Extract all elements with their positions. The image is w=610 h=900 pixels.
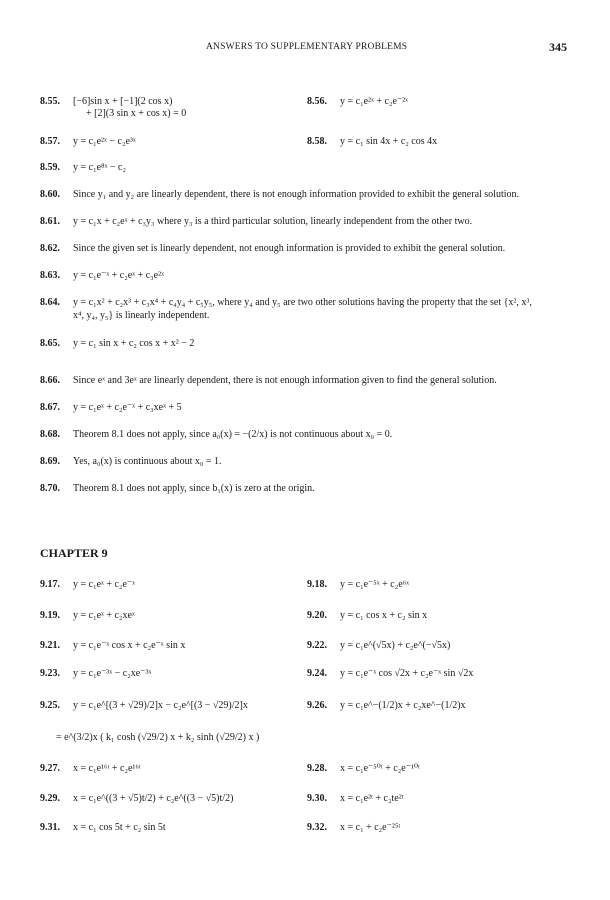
answer-text: y = c₁x² + c₂x³ + c₃x⁴ + c₄y₄ + c₅y₅, where y₄ and y₅ are two other solutions having the property that the set {x², x³, (73, 297, 532, 308)
answer-number: 9.27. (40, 763, 60, 774)
answer-9-32 (307, 822, 400, 834)
answer-text: y = c₁e⁻³ˣ − c₂xe⁻³ˣ (73, 668, 152, 679)
answer-number: 8.62. (40, 243, 60, 254)
answer-9-17 (40, 579, 135, 591)
answer-number: 9.31. (40, 822, 60, 833)
answer-number: 8.69. (40, 456, 60, 467)
answer-text: Theorem 8.1 does not apply, since b₁(x) is zero at the origin. (73, 483, 315, 494)
answer-number: 8.59. (40, 162, 60, 173)
answer-text: y = c₁e^(√5x) + c₂e^(−√5x) (340, 640, 451, 651)
answer-number: 9.24. (307, 668, 327, 679)
answer-number: 9.20. (307, 610, 327, 621)
answer-text: x = c₁e¹⁶ᵗ + c₂e¹⁶ᵗ (73, 763, 141, 774)
answer-9-31 (40, 822, 166, 834)
answer-number: 9.25. (40, 700, 60, 711)
answer-text: y = c₁e²ˣ + c₂e⁻²ˣ (340, 96, 409, 107)
answer-text: x = c₁e^((3 + √5)t/2) + c₂e^((3 − √5)t/2) (73, 793, 234, 804)
answer-text: y = c₁x + c₂eˣ + c₃y₃ where y₃ is a third particular solution, linearly independent from the other two. (73, 216, 473, 227)
answer-9-25 (40, 700, 248, 712)
answer-9-22 (307, 640, 450, 652)
answer-text: Since y₁ and y₂ are linearly dependent, there is not enough information provided to exhibit the general solution. (73, 189, 520, 200)
answer-8-55 (40, 96, 172, 108)
answer-text: y = c₁eˣ + c₂e⁻ˣ (73, 579, 136, 590)
answer-8-63 (40, 270, 164, 282)
answer-number: 8.67. (40, 402, 60, 413)
answer-9-28 (307, 763, 420, 775)
answer-number: 9.32. (307, 822, 327, 833)
answer-text: x = c₁ + c₂e⁻²⁵ᵗ (340, 822, 401, 833)
answer-number: 9.26. (307, 700, 327, 711)
answer-9-20 (307, 610, 427, 622)
answer-number: 8.63. (40, 270, 60, 281)
answer-number: 8.55. (40, 96, 60, 107)
answer-text: x = c₁e⁻⁵⁰ᵗ + c₂e⁻¹⁰ᵗ (340, 763, 420, 774)
answer-8-58 (307, 136, 437, 148)
answer-number: 9.19. (40, 610, 60, 621)
answer-text: y = c₁e^[(3 + √29)/2]x − c₂e^[(3 − √29)/2]x (73, 700, 248, 711)
answer-8-68 (40, 429, 392, 441)
answer-number: 8.56. (307, 96, 327, 107)
answer-8-56 (307, 96, 408, 108)
answer-number: 8.64. (40, 297, 60, 308)
answer-8-62 (40, 243, 505, 255)
answer-text: y = c₁e⁻ˣ cos √2x + c₂e⁻ˣ sin √2x (340, 668, 474, 679)
answer-text: Since eˣ and 3eˣ are linearly dependent, there is not enough information given to find the general solution. (73, 375, 497, 386)
answer-number: 8.57. (40, 136, 60, 147)
answer-number: 8.70. (40, 483, 60, 494)
answer-text: y = c₁eˣ + c₂e⁻ˣ + c₃xeˣ + 5 (73, 402, 182, 413)
answer-9-26 (307, 700, 466, 712)
answer-number: 8.60. (40, 189, 60, 200)
answer-8-59 (40, 162, 126, 174)
answer-9-30 (307, 793, 404, 805)
answer-8-64 (40, 297, 532, 309)
answer-text: y = c₁ cos x + c₂ sin x (340, 610, 428, 621)
answer-text: y = c₁e²ˣ − c₂e³ˣ (73, 136, 136, 147)
answer-text: Theorem 8.1 does not apply, since a₀(x) = −(2/x) is not continuous about x₀ = 0. (73, 429, 393, 440)
answer-text: y = c₁ sin 4x + c₂ cos 4x (340, 136, 438, 147)
answer-9-18 (307, 579, 409, 591)
answer-text: y = c₁ sin x + c₂ cos x + x² − 2 (73, 338, 195, 349)
answer-9-19 (40, 610, 135, 622)
answer-9-23 (40, 668, 151, 680)
answer-9-27 (40, 763, 141, 775)
answer-8-65 (40, 338, 194, 350)
answer-number: 9.29. (40, 793, 60, 804)
answer-8-55-cont: + [2](3 sin x + cos x) = 0 (86, 108, 187, 119)
answer-number: 8.66. (40, 375, 60, 386)
answer-text: Yes, a₀(x) is continuous about x₀ = 1. (73, 456, 222, 467)
answer-8-61 (40, 216, 472, 228)
answer-8-70 (40, 483, 315, 495)
running-header (0, 42, 610, 56)
answer-text: y = c₁e^−(1/2)x + c₂xe^−(1/2)x (340, 700, 466, 711)
answer-text: y = c₁e⁸ˣ − c₂ (73, 162, 126, 173)
answer-8-69 (40, 456, 222, 468)
page-number: 345 (549, 40, 567, 54)
answer-text: y = c₁e⁻ˣ + c₂eˣ + c₃e²ˣ (73, 270, 164, 281)
answer-8-66 (40, 375, 497, 387)
answer-9-21 (40, 640, 185, 652)
answer-9-25-cont: = e^(3/2)x ( k₁ cosh (√29/2) x + k₂ sinh (√29/2) x ) (56, 732, 260, 743)
answer-8-60 (40, 189, 519, 201)
answer-text: x = c₁ cos 5t + c₂ sin 5t (73, 822, 166, 833)
answer-number: 9.17. (40, 579, 60, 590)
answer-number: 9.23. (40, 668, 60, 679)
answer-number: 9.18. (307, 579, 327, 590)
chapter-heading: CHAPTER 9 (40, 546, 108, 560)
answer-text: x = c₁e²ᵗ + c₂te²ᵗ (340, 793, 404, 804)
answer-text: y = c₁eˣ + c₂xeˣ (73, 610, 135, 621)
answer-text: Since the given set is linearly dependent, not enough information is provided to exhibit the general solution. (73, 243, 506, 254)
answer-text: y = c₁e⁻ˣ cos x + c₂e⁻ˣ sin x (73, 640, 186, 651)
answer-number: 9.22. (307, 640, 327, 651)
answer-text: y = c₁e⁻⁵ˣ + c₂e⁶ˣ (340, 579, 410, 590)
answer-9-24 (307, 668, 473, 680)
answer-number: 8.68. (40, 429, 60, 440)
answer-number: 9.30. (307, 793, 327, 804)
answer-number: 8.65. (40, 338, 60, 349)
answer-number: 8.61. (40, 216, 60, 227)
answer-number: 9.21. (40, 640, 60, 651)
answer-8-64-cont: x⁴, y₄, y₅} is linearly independent. (73, 310, 210, 321)
header-title: ANSWERS TO SUPPLEMENTARY PROBLEMS (206, 42, 408, 52)
answer-8-57 (40, 136, 136, 148)
answer-number: 8.58. (307, 136, 327, 147)
answer-8-67 (40, 402, 182, 414)
answer-number: 9.28. (307, 763, 327, 774)
answer-text: [−6]sin x + [−1](2 cos x) (73, 96, 173, 107)
answer-9-29 (40, 793, 233, 805)
